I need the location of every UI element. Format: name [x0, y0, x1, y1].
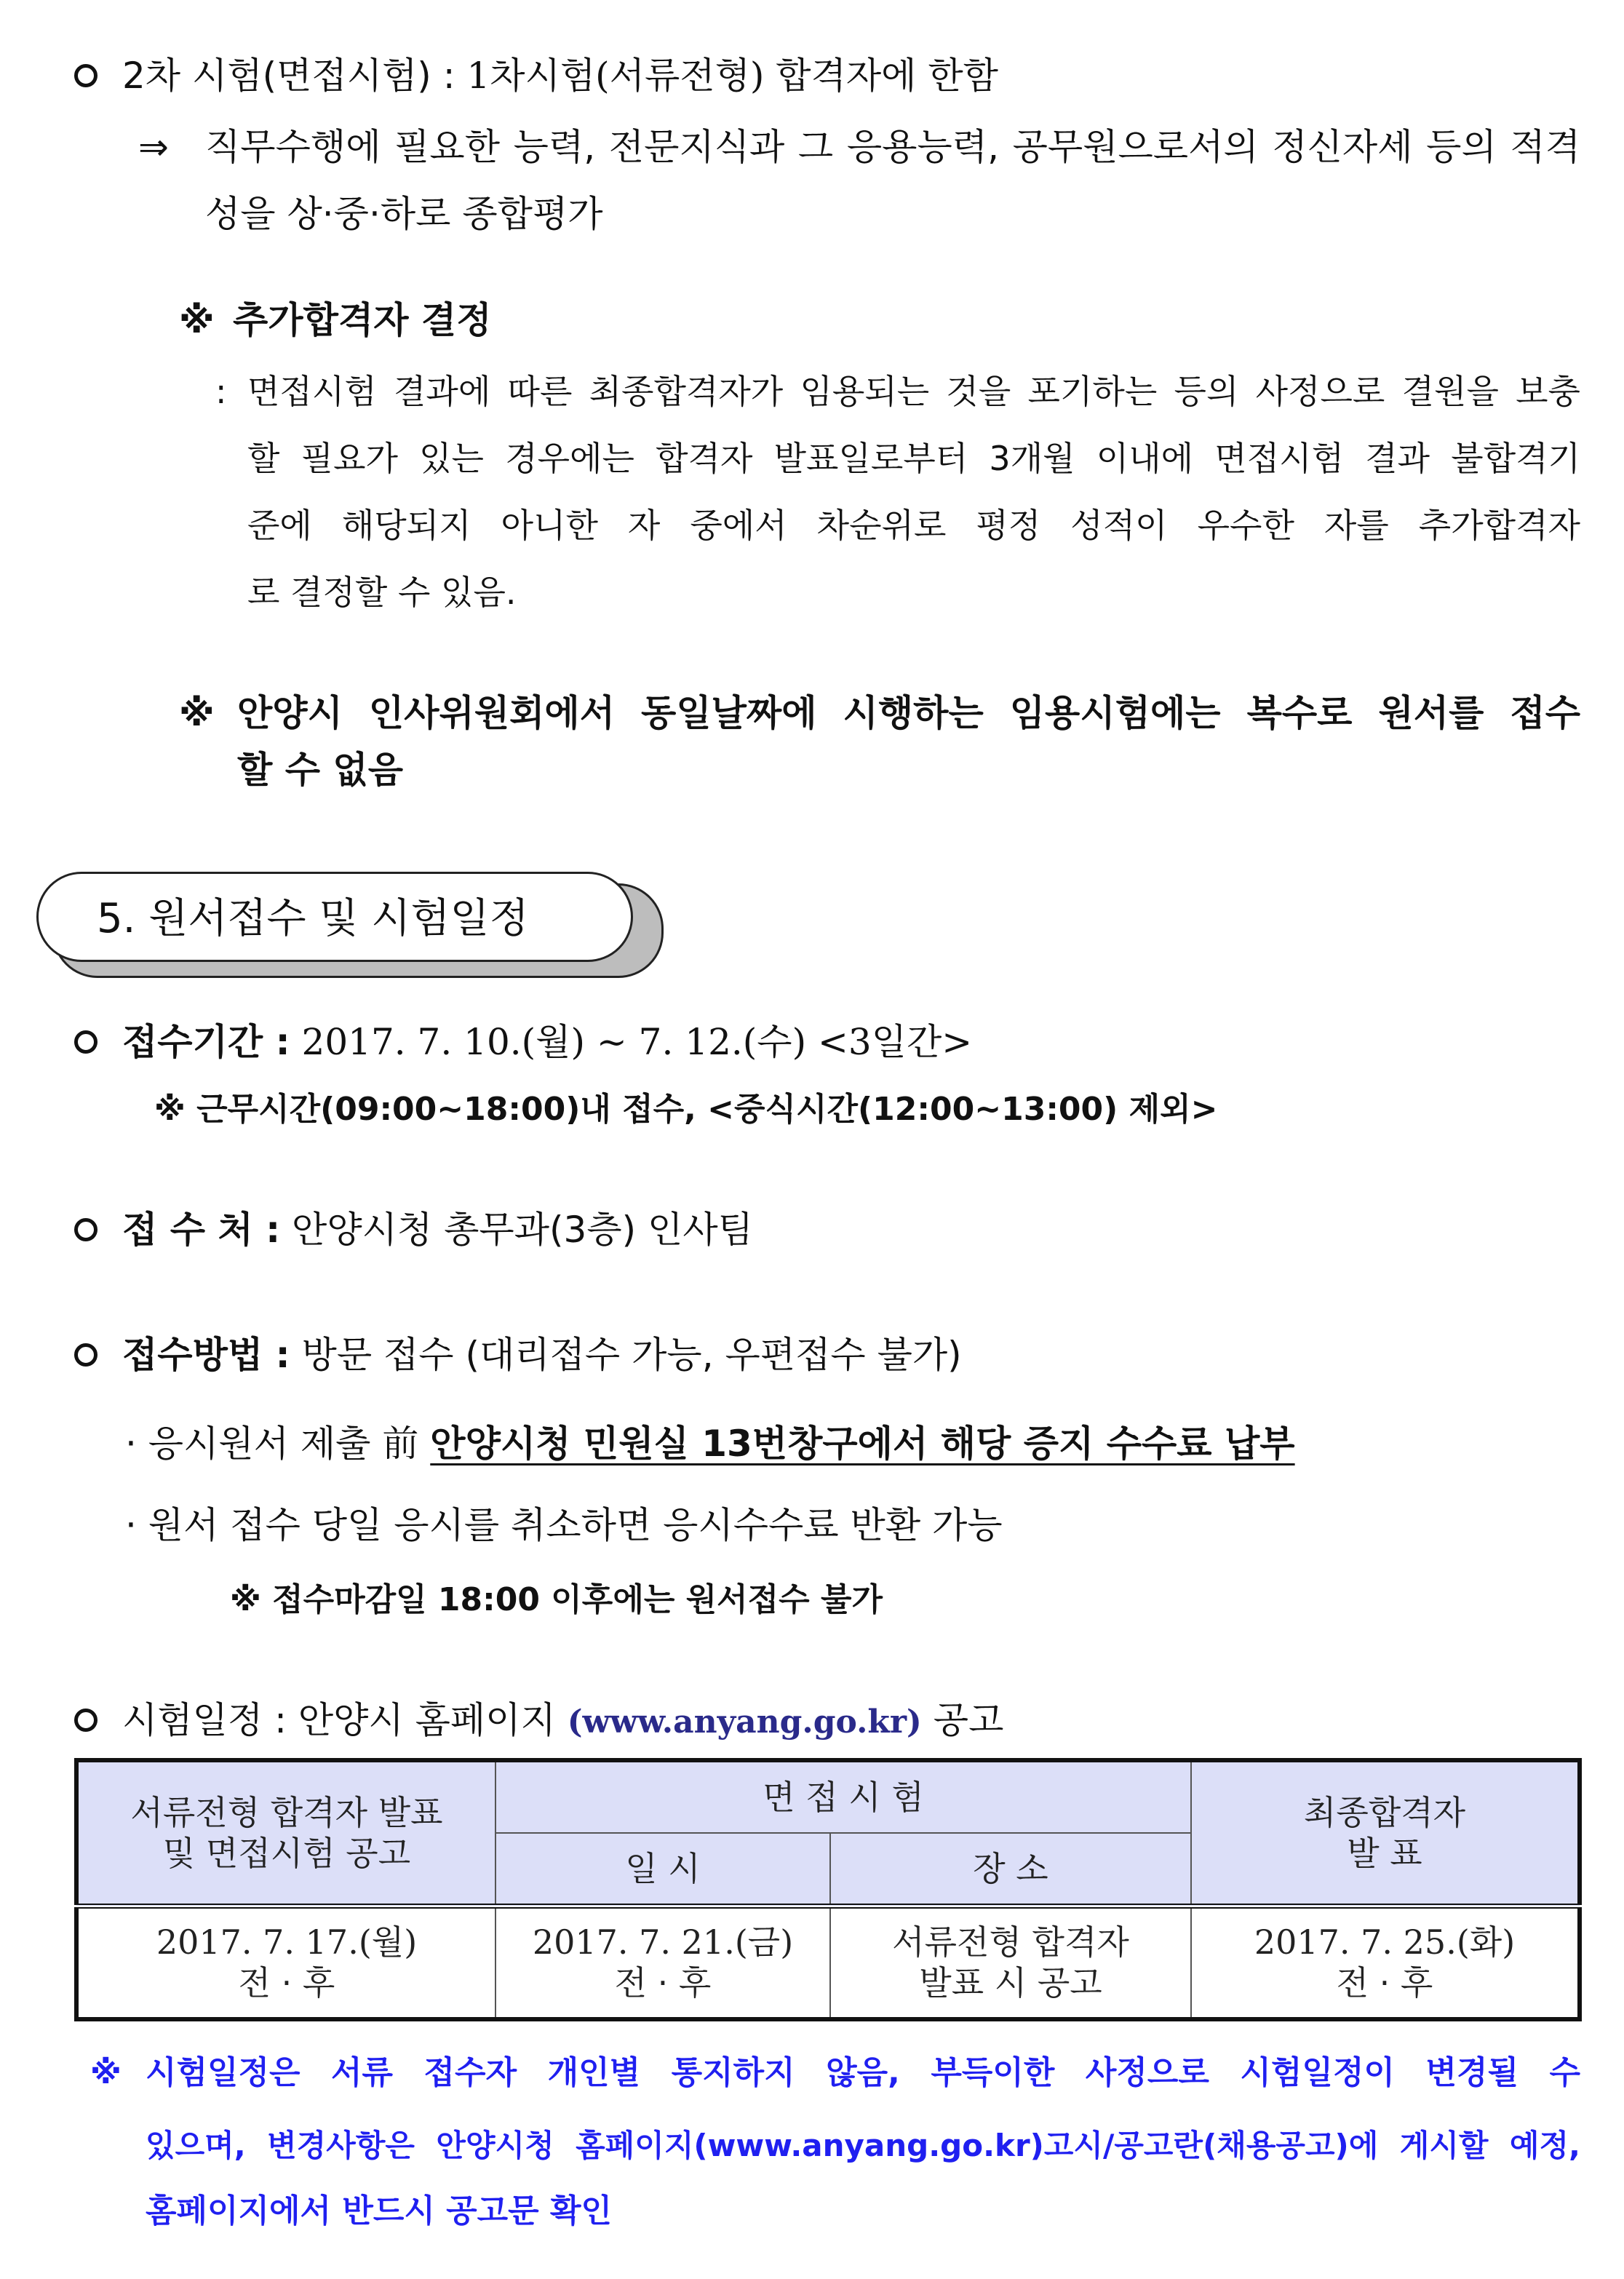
- schedule-head-final-line2: 발 표: [1347, 1833, 1422, 1873]
- schedule-head-final: [1191, 1760, 1580, 1906]
- reception-method-value: 방문 접수 (대리접수 가능, 우편접수 불가): [301, 1334, 962, 1376]
- schedule-doc-cell: [76, 1906, 495, 2019]
- reception-period-note: ※ 근무시간(09:00~18:00)내 접수, <중식시간(12:00~13:00) 제외>: [154, 1091, 1218, 1128]
- reception-method-item1-emph: 안양시청 민원실 13번창구에서 해당 증지 수수료 납부: [430, 1423, 1295, 1465]
- additional-pass-title: 추가합격자 결정: [233, 299, 492, 341]
- additional-pass-line1: 면접시험 결과에 따른 최종합격자가 임용되는 것을 포기하는 등의 사정으로 결원을 보충: [247, 372, 1580, 411]
- schedule-place-cell: [830, 1906, 1191, 2019]
- schedule-head-datetime: 일 시: [495, 1833, 830, 1906]
- reception-method-item1-prefix: · 응시원서 제출 前: [125, 1423, 419, 1465]
- exam2-desc-line2: 성을 상·중·하로 종합평가: [205, 193, 603, 235]
- reception-method-label: 접수방법 :: [122, 1334, 290, 1376]
- schedule-head-final-line1: 최종합격자: [1303, 1792, 1466, 1832]
- circle-bullet-icon: [74, 64, 97, 87]
- schedule-interview-time: 전 · 후: [614, 1963, 712, 2003]
- reception-period-label: 접수기간 :: [122, 1021, 290, 1063]
- schedule-label: 시험일정 : 안양시 홈페이지: [122, 1699, 556, 1741]
- schedule-url[interactable]: (www.anyang.go.kr): [567, 1703, 922, 1741]
- additional-pass-line2: 할 필요가 있는 경우에는 합격자 발표일로부터 3개월 이내에 면접시험 결과 불합격기: [247, 439, 1580, 478]
- exam2-label-rest: 1차시험(서류전형) 합격자에 한함: [466, 55, 998, 97]
- reception-method-note: ※ 접수마감일 18:00 이후에는 원서접수 불가: [230, 1581, 883, 1618]
- multiple-notice-line2: 할 수 없음: [237, 749, 404, 791]
- schedule-final-date: 2017. 7. 25.(화): [1254, 1922, 1516, 1962]
- schedule-head-interview: 면 접 시 험: [495, 1760, 1191, 1833]
- multiple-notice-line1: 안양시 인사위원회에서 동일날짜에 시행하는 임용시험에는 복수로 원서를 접수: [237, 692, 1580, 734]
- multiple-notice-mark-icon: ※: [179, 692, 215, 734]
- section5-banner: [36, 872, 633, 962]
- schedule-place-line1: 서류전형 합격자: [892, 1922, 1129, 1962]
- schedule-header-row: [76, 1760, 1580, 1833]
- schedule-heading: [74, 1697, 1003, 1746]
- reception-method: [74, 1332, 962, 1378]
- schedule-place-line2: 발표 시 공고: [919, 1963, 1102, 2003]
- circle-bullet-icon: [74, 1709, 97, 1732]
- schedule-doc-date: 2017. 7. 17.(월): [156, 1922, 418, 1962]
- exam2-desc-line1: 직무수행에 필요한 능력, 전문지식과 그 응용능력, 공무원으로서의 정신자세 등의 적격: [205, 126, 1580, 168]
- schedule-table: [74, 1758, 1582, 2021]
- footer-notice-line3: 홈페이지에서 반드시 공고문 확인: [146, 2192, 613, 2230]
- schedule-head-doc: [76, 1760, 495, 1906]
- schedule-final-cell: [1191, 1906, 1580, 2019]
- section5-title: 5. 원서접수 및 시험일정: [97, 895, 529, 942]
- circle-bullet-icon: [74, 1343, 97, 1367]
- schedule-head-doc-line1: 서류전형 합격자 발표: [130, 1792, 443, 1832]
- reception-period-value: 2017. 7. 10.(월) ~ 7. 12.(수) <3일간>: [301, 1021, 973, 1063]
- schedule-head-doc-line2: 및 면접시험 공고: [162, 1833, 411, 1873]
- reception-place-label: 접 수 처 :: [122, 1209, 281, 1251]
- circle-bullet-icon: [74, 1218, 97, 1241]
- schedule-interview-cell: [495, 1906, 830, 2019]
- schedule-final-time: 전 · 후: [1336, 1963, 1433, 2003]
- exam2-label: 2차 시험(면접시험) :: [122, 55, 455, 97]
- schedule-head-place: 장 소: [830, 1833, 1191, 1906]
- reception-method-item1: [125, 1420, 1295, 1467]
- footer-notice-line2: 있으며, 변경사항은 안양시청 홈페이지(www.anyang.go.kr)고시/공고란(채용공고)에 게시할 예정,: [146, 2128, 1580, 2163]
- footer-notice-line1: 시험일정은 서류 접수자 개인별 통지하지 않음, 부득이한 사정으로 시험일정이 변경될 수: [146, 2054, 1580, 2091]
- reception-place: [74, 1206, 753, 1253]
- additional-pass-line3: 준에 해당되지 아니한 자 중에서 차순위로 평정 성적이 우수한 자를 추가합격자: [247, 506, 1580, 545]
- reception-place-value: 안양시청 총무과(3층) 인사팀: [292, 1209, 753, 1251]
- exam2-arrow-icon: ⇒: [138, 126, 169, 168]
- circle-bullet-icon: [74, 1030, 97, 1054]
- schedule-suffix: 공고: [933, 1699, 1004, 1741]
- schedule-doc-time: 전 · 후: [238, 1963, 335, 2003]
- additional-pass-colon: :: [215, 372, 227, 411]
- additional-pass-mark-icon: ※: [179, 299, 215, 341]
- reception-method-item2: · 원서 접수 당일 응시를 취소하면 응시수수료 반환 가능: [125, 1504, 1003, 1546]
- schedule-body-row: [76, 1906, 1580, 2019]
- exam2-heading: [74, 52, 998, 99]
- reception-period: [74, 1019, 972, 1065]
- schedule-interview-date: 2017. 7. 21.(금): [532, 1922, 794, 1962]
- footer-notice-mark-icon: ※: [90, 2054, 122, 2091]
- additional-pass-line4: 로 결정할 수 있음.: [247, 573, 517, 612]
